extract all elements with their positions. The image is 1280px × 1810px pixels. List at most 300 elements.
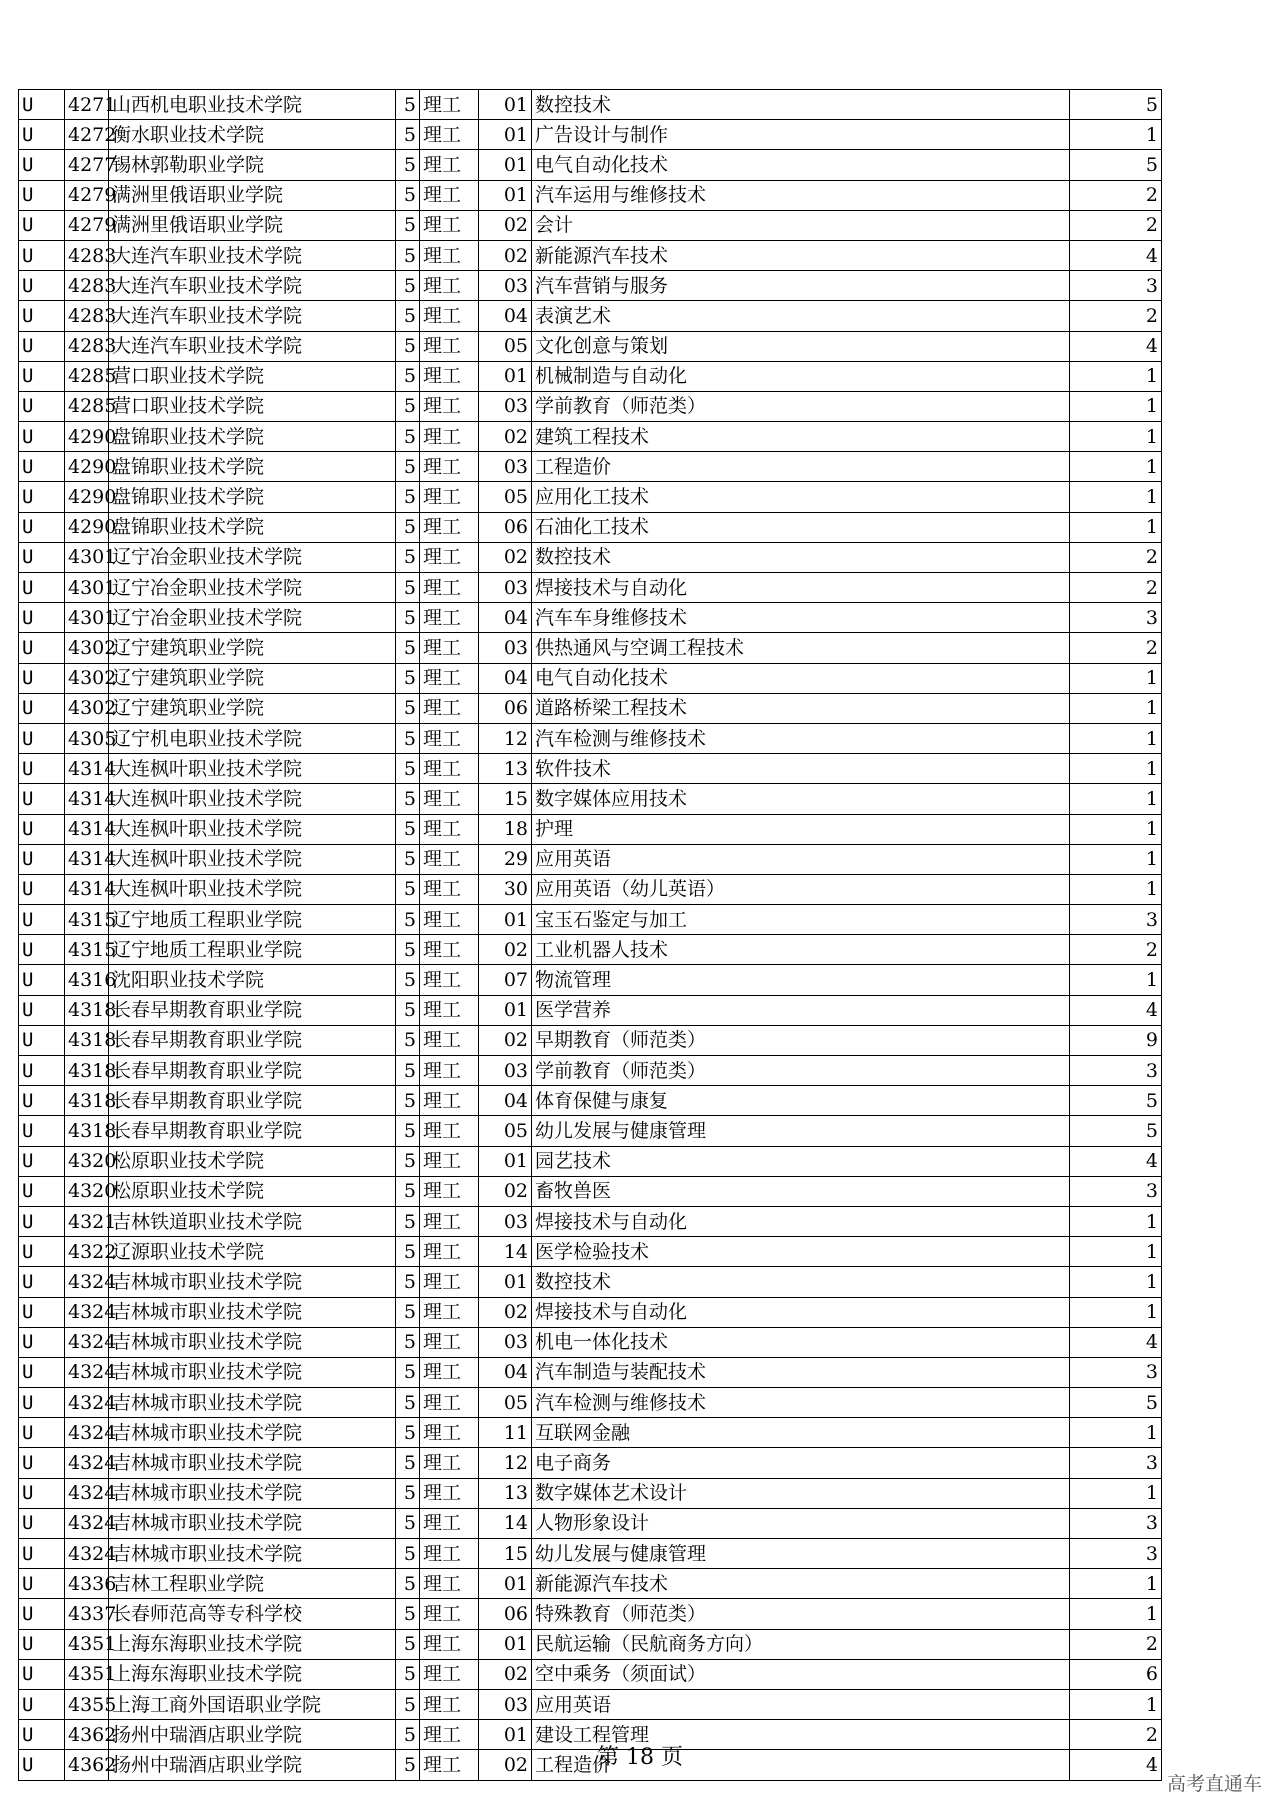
category-cell: 理工 [420, 1448, 479, 1478]
major-code-cell: 04 [479, 301, 532, 331]
category-cell: 理工 [420, 723, 479, 753]
category-cell: 理工 [420, 935, 479, 965]
major-name-cell: 畜牧兽医 [532, 1176, 1070, 1206]
category-cell: 理工 [420, 603, 479, 633]
plan-count-cell: 2 [1070, 1720, 1162, 1750]
category-cell: 理工 [420, 754, 479, 784]
table-row [19, 874, 1162, 904]
plan-count-cell: 2 [1070, 542, 1162, 572]
school-code-cell: 4283 [65, 240, 109, 270]
school-name-cell: 辽宁建筑职业学院 [109, 693, 396, 723]
table-row [19, 361, 1162, 391]
plan-count-cell: 3 [1070, 1056, 1162, 1086]
table-row [19, 693, 1162, 723]
school-name-cell: 长春早期教育职业学院 [109, 1116, 396, 1146]
major-code-cell: 01 [479, 1267, 532, 1297]
school-name-cell: 长春早期教育职业学院 [109, 1056, 396, 1086]
table-row [19, 1478, 1162, 1508]
major-code-cell: 02 [479, 1297, 532, 1327]
category-cell: 理工 [420, 1508, 479, 1538]
category-cell: 理工 [420, 905, 479, 935]
school-code-cell: 4314 [65, 844, 109, 874]
school-code-cell: 4314 [65, 784, 109, 814]
years-cell: 5 [396, 995, 420, 1025]
category-cell: 理工 [420, 1267, 479, 1297]
school-code-cell: 4318 [65, 1116, 109, 1146]
school-name-cell: 吉林城市职业技术学院 [109, 1448, 396, 1478]
school-code-cell: 4320 [65, 1176, 109, 1206]
years-cell: 5 [396, 1629, 420, 1659]
major-name-cell: 医学检验技术 [532, 1237, 1070, 1267]
plan-count-cell: 5 [1070, 1388, 1162, 1418]
category-cell: 理工 [420, 1327, 479, 1357]
school-code-cell: 4324 [65, 1478, 109, 1508]
school-code-cell: 4271 [65, 90, 109, 120]
school-name-cell: 大连枫叶职业技术学院 [109, 784, 396, 814]
major-code-cell: 05 [479, 331, 532, 361]
school-name-cell: 辽宁地质工程职业学院 [109, 905, 396, 935]
school-code-cell: 4324 [65, 1267, 109, 1297]
level-cell: U [19, 331, 65, 361]
table-row [19, 1388, 1162, 1418]
category-cell: 理工 [420, 1146, 479, 1176]
level-cell: U [19, 1297, 65, 1327]
plan-count-cell: 5 [1070, 90, 1162, 120]
major-name-cell: 汽车营销与服务 [532, 271, 1070, 301]
level-cell: U [19, 1689, 65, 1719]
major-code-cell: 02 [479, 422, 532, 452]
major-name-cell: 汽车制造与装配技术 [532, 1357, 1070, 1387]
level-cell: U [19, 452, 65, 482]
school-name-cell: 大连汽车职业技术学院 [109, 301, 396, 331]
category-cell: 理工 [420, 1750, 479, 1780]
school-code-cell: 4322 [65, 1237, 109, 1267]
plan-count-cell: 1 [1070, 1297, 1162, 1327]
years-cell: 5 [396, 874, 420, 904]
level-cell: U [19, 1146, 65, 1176]
major-code-cell: 07 [479, 965, 532, 995]
school-code-cell: 4324 [65, 1539, 109, 1569]
school-code-cell: 4301 [65, 603, 109, 633]
category-cell: 理工 [420, 1418, 479, 1448]
table-row [19, 905, 1162, 935]
school-code-cell: 4277 [65, 150, 109, 180]
years-cell: 5 [396, 1388, 420, 1418]
plan-count-cell: 2 [1070, 1629, 1162, 1659]
category-cell: 理工 [420, 391, 479, 421]
major-name-cell: 汽车检测与维修技术 [532, 1388, 1070, 1418]
major-code-cell: 13 [479, 754, 532, 784]
level-cell: U [19, 1629, 65, 1659]
school-name-cell: 吉林城市职业技术学院 [109, 1357, 396, 1387]
level-cell: U [19, 1750, 65, 1780]
plan-count-cell: 5 [1070, 1086, 1162, 1116]
major-code-cell: 01 [479, 361, 532, 391]
school-code-cell: 4318 [65, 995, 109, 1025]
years-cell: 5 [396, 1599, 420, 1629]
major-code-cell: 01 [479, 1146, 532, 1176]
school-name-cell: 长春早期教育职业学院 [109, 995, 396, 1025]
major-code-cell: 18 [479, 814, 532, 844]
table-row [19, 633, 1162, 663]
level-cell: U [19, 633, 65, 663]
plan-count-cell: 2 [1070, 633, 1162, 663]
major-code-cell: 14 [479, 1508, 532, 1538]
major-code-cell: 06 [479, 1599, 532, 1629]
table-row [19, 573, 1162, 603]
school-name-cell: 长春早期教育职业学院 [109, 1086, 396, 1116]
plan-count-cell: 1 [1070, 844, 1162, 874]
major-name-cell: 数字媒体艺术设计 [532, 1478, 1070, 1508]
category-cell: 理工 [420, 1056, 479, 1086]
major-code-cell: 12 [479, 723, 532, 753]
plan-count-cell: 1 [1070, 1569, 1162, 1599]
level-cell: U [19, 603, 65, 633]
major-name-cell: 会计 [532, 210, 1070, 240]
school-name-cell: 辽宁冶金职业技术学院 [109, 542, 396, 572]
plan-count-cell: 3 [1070, 1357, 1162, 1387]
major-code-cell: 30 [479, 874, 532, 904]
major-code-cell: 03 [479, 633, 532, 663]
major-name-cell: 机电一体化技术 [532, 1327, 1070, 1357]
major-code-cell: 05 [479, 482, 532, 512]
level-cell: U [19, 1176, 65, 1206]
school-code-cell: 4279 [65, 210, 109, 240]
years-cell: 5 [396, 1086, 420, 1116]
school-name-cell: 吉林城市职业技术学院 [109, 1388, 396, 1418]
plan-count-cell: 3 [1070, 1539, 1162, 1569]
years-cell: 5 [396, 663, 420, 693]
school-code-cell: 4324 [65, 1508, 109, 1538]
level-cell: U [19, 1448, 65, 1478]
plan-count-cell: 4 [1070, 1327, 1162, 1357]
plan-count-cell: 6 [1070, 1659, 1162, 1689]
major-name-cell: 数控技术 [532, 542, 1070, 572]
major-name-cell: 应用英语 [532, 844, 1070, 874]
category-cell: 理工 [420, 1629, 479, 1659]
level-cell: U [19, 1357, 65, 1387]
table-row [19, 935, 1162, 965]
level-cell: U [19, 1267, 65, 1297]
school-code-cell: 4305 [65, 723, 109, 753]
school-code-cell: 4272 [65, 120, 109, 150]
school-code-cell: 4302 [65, 693, 109, 723]
years-cell: 5 [396, 844, 420, 874]
major-name-cell: 电气自动化技术 [532, 150, 1070, 180]
page-number: 第 18 页 [597, 1745, 683, 1770]
major-code-cell: 03 [479, 391, 532, 421]
table-row [19, 1599, 1162, 1629]
school-name-cell: 衡水职业技术学院 [109, 120, 396, 150]
school-code-cell: 4355 [65, 1689, 109, 1719]
major-code-cell: 01 [479, 150, 532, 180]
table-row [19, 512, 1162, 542]
school-code-cell: 4324 [65, 1448, 109, 1478]
major-code-cell: 02 [479, 240, 532, 270]
school-name-cell: 沈阳职业技术学院 [109, 965, 396, 995]
years-cell: 5 [396, 1056, 420, 1086]
major-code-cell: 15 [479, 1539, 532, 1569]
major-code-cell: 03 [479, 1056, 532, 1086]
school-code-cell: 4336 [65, 1569, 109, 1599]
plan-count-cell: 1 [1070, 120, 1162, 150]
table-row [19, 452, 1162, 482]
major-name-cell: 石油化工技术 [532, 512, 1070, 542]
years-cell: 5 [396, 1206, 420, 1236]
category-cell: 理工 [420, 1297, 479, 1327]
major-code-cell: 11 [479, 1418, 532, 1448]
school-name-cell: 山西机电职业技术学院 [109, 90, 396, 120]
plan-count-cell: 4 [1070, 331, 1162, 361]
major-name-cell: 汽车检测与维修技术 [532, 723, 1070, 753]
level-cell: U [19, 180, 65, 210]
table-row [19, 120, 1162, 150]
major-code-cell: 03 [479, 1689, 532, 1719]
years-cell: 5 [396, 1478, 420, 1508]
years-cell: 5 [396, 1146, 420, 1176]
table-row [19, 482, 1162, 512]
plan-count-cell: 2 [1070, 210, 1162, 240]
school-code-cell: 4290 [65, 452, 109, 482]
school-code-cell: 4316 [65, 965, 109, 995]
table-row [19, 331, 1162, 361]
plan-count-cell: 1 [1070, 361, 1162, 391]
major-name-cell: 数控技术 [532, 1267, 1070, 1297]
school-name-cell: 吉林城市职业技术学院 [109, 1327, 396, 1357]
major-code-cell: 01 [479, 90, 532, 120]
major-name-cell: 学前教育（师范类） [532, 391, 1070, 421]
plan-count-cell: 9 [1070, 1025, 1162, 1055]
school-code-cell: 4302 [65, 633, 109, 663]
major-name-cell: 工程造价 [532, 452, 1070, 482]
category-cell: 理工 [420, 874, 479, 904]
level-cell: U [19, 271, 65, 301]
major-code-cell: 02 [479, 935, 532, 965]
school-code-cell: 4318 [65, 1086, 109, 1116]
table-row [19, 422, 1162, 452]
plan-count-cell: 3 [1070, 905, 1162, 935]
school-name-cell: 满洲里俄语职业学院 [109, 210, 396, 240]
years-cell: 5 [396, 150, 420, 180]
school-code-cell: 4314 [65, 754, 109, 784]
years-cell: 5 [396, 1267, 420, 1297]
school-name-cell: 大连汽车职业技术学院 [109, 271, 396, 301]
major-code-cell: 02 [479, 542, 532, 572]
major-name-cell: 幼儿发展与健康管理 [532, 1116, 1070, 1146]
school-code-cell: 4324 [65, 1388, 109, 1418]
level-cell: U [19, 1659, 65, 1689]
major-name-cell: 民航运输（民航商务方向） [532, 1629, 1070, 1659]
school-code-cell: 4320 [65, 1146, 109, 1176]
level-cell: U [19, 512, 65, 542]
plan-count-cell: 1 [1070, 1599, 1162, 1629]
table-row [19, 1025, 1162, 1055]
years-cell: 5 [396, 90, 420, 120]
plan-count-cell: 1 [1070, 814, 1162, 844]
table-row [19, 754, 1162, 784]
plan-count-cell: 1 [1070, 422, 1162, 452]
category-cell: 理工 [420, 663, 479, 693]
category-cell: 理工 [420, 120, 479, 150]
plan-count-cell: 4 [1070, 1750, 1162, 1780]
major-code-cell: 29 [479, 844, 532, 874]
table-row [19, 1327, 1162, 1357]
level-cell: U [19, 1056, 65, 1086]
years-cell: 5 [396, 210, 420, 240]
major-name-cell: 汽车运用与维修技术 [532, 180, 1070, 210]
school-name-cell: 辽宁机电职业技术学院 [109, 723, 396, 753]
school-name-cell: 大连枫叶职业技术学院 [109, 844, 396, 874]
level-cell: U [19, 391, 65, 421]
level-cell: U [19, 905, 65, 935]
major-name-cell: 供热通风与空调工程技术 [532, 633, 1070, 663]
level-cell: U [19, 995, 65, 1025]
school-code-cell: 4301 [65, 542, 109, 572]
major-code-cell: 01 [479, 905, 532, 935]
table-row [19, 663, 1162, 693]
level-cell: U [19, 1327, 65, 1357]
level-cell: U [19, 965, 65, 995]
major-name-cell: 宝玉石鉴定与加工 [532, 905, 1070, 935]
table-row [19, 210, 1162, 240]
plan-count-cell: 5 [1070, 150, 1162, 180]
table-row [19, 301, 1162, 331]
plan-count-cell: 1 [1070, 1689, 1162, 1719]
table-row [19, 1418, 1162, 1448]
plan-count-cell: 2 [1070, 180, 1162, 210]
table-row [19, 1116, 1162, 1146]
plan-count-cell: 1 [1070, 391, 1162, 421]
major-name-cell: 数字媒体应用技术 [532, 784, 1070, 814]
school-code-cell: 4324 [65, 1297, 109, 1327]
level-cell: U [19, 240, 65, 270]
years-cell: 5 [396, 422, 420, 452]
major-code-cell: 01 [479, 180, 532, 210]
major-name-cell: 电气自动化技术 [532, 663, 1070, 693]
school-code-cell: 4362 [65, 1750, 109, 1780]
years-cell: 5 [396, 391, 420, 421]
school-code-cell: 4283 [65, 271, 109, 301]
school-code-cell: 4318 [65, 1056, 109, 1086]
school-name-cell: 吉林城市职业技术学院 [109, 1297, 396, 1327]
years-cell: 5 [396, 693, 420, 723]
level-cell: U [19, 150, 65, 180]
years-cell: 5 [396, 240, 420, 270]
table-row [19, 180, 1162, 210]
table-row [19, 1448, 1162, 1478]
admission-plan-table [18, 89, 1162, 1781]
school-name-cell: 吉林城市职业技术学院 [109, 1539, 396, 1569]
table-row [19, 1689, 1162, 1719]
table-row [19, 1267, 1162, 1297]
level-cell: U [19, 1206, 65, 1236]
level-cell: U [19, 1720, 65, 1750]
category-cell: 理工 [420, 482, 479, 512]
table-row [19, 784, 1162, 814]
table-row [19, 1206, 1162, 1236]
plan-count-cell: 1 [1070, 965, 1162, 995]
level-cell: U [19, 1025, 65, 1055]
major-name-cell: 互联网金融 [532, 1418, 1070, 1448]
school-code-cell: 4283 [65, 331, 109, 361]
category-cell: 理工 [420, 633, 479, 663]
major-name-cell: 特殊教育（师范类） [532, 1599, 1070, 1629]
level-cell: U [19, 1086, 65, 1116]
major-name-cell: 幼儿发展与健康管理 [532, 1539, 1070, 1569]
school-name-cell: 辽宁建筑职业学院 [109, 633, 396, 663]
major-name-cell: 广告设计与制作 [532, 120, 1070, 150]
category-cell: 理工 [420, 361, 479, 391]
category-cell: 理工 [420, 1086, 479, 1116]
school-code-cell: 4302 [65, 663, 109, 693]
major-code-cell: 01 [479, 995, 532, 1025]
table-row [19, 1086, 1162, 1116]
table-row [19, 723, 1162, 753]
major-code-cell: 04 [479, 663, 532, 693]
category-cell: 理工 [420, 1539, 479, 1569]
school-name-cell: 辽宁地质工程职业学院 [109, 935, 396, 965]
plan-count-cell: 2 [1070, 301, 1162, 331]
level-cell: U [19, 1388, 65, 1418]
major-code-cell: 06 [479, 693, 532, 723]
category-cell: 理工 [420, 1357, 479, 1387]
plan-count-cell: 1 [1070, 754, 1162, 784]
table-row [19, 995, 1162, 1025]
major-name-cell: 建设工程管理 [532, 1720, 1070, 1750]
plan-count-cell: 1 [1070, 1418, 1162, 1448]
years-cell: 5 [396, 1569, 420, 1599]
plan-count-cell: 3 [1070, 1448, 1162, 1478]
major-name-cell: 建筑工程技术 [532, 422, 1070, 452]
category-cell: 理工 [420, 301, 479, 331]
category-cell: 理工 [420, 1599, 479, 1629]
school-code-cell: 4351 [65, 1659, 109, 1689]
years-cell: 5 [396, 1539, 420, 1569]
category-cell: 理工 [420, 512, 479, 542]
plan-count-cell: 3 [1070, 603, 1162, 633]
major-name-cell: 新能源汽车技术 [532, 1569, 1070, 1599]
category-cell: 理工 [420, 1116, 479, 1146]
school-name-cell: 大连枫叶职业技术学院 [109, 814, 396, 844]
major-code-cell: 01 [479, 1629, 532, 1659]
school-name-cell: 长春师范高等专科学校 [109, 1599, 396, 1629]
level-cell: U [19, 693, 65, 723]
major-code-cell: 01 [479, 1720, 532, 1750]
major-name-cell: 护理 [532, 814, 1070, 844]
level-cell: U [19, 1539, 65, 1569]
major-name-cell: 表演艺术 [532, 301, 1070, 331]
school-name-cell: 上海东海职业技术学院 [109, 1629, 396, 1659]
major-code-cell: 02 [479, 1750, 532, 1780]
level-cell: U [19, 422, 65, 452]
school-name-cell: 辽宁冶金职业技术学院 [109, 573, 396, 603]
category-cell: 理工 [420, 1176, 479, 1206]
category-cell: 理工 [420, 784, 479, 814]
school-code-cell: 4318 [65, 1025, 109, 1055]
years-cell: 5 [396, 1327, 420, 1357]
years-cell: 5 [396, 1689, 420, 1719]
category-cell: 理工 [420, 271, 479, 301]
category-cell: 理工 [420, 452, 479, 482]
category-cell: 理工 [420, 1388, 479, 1418]
school-name-cell: 松原职业技术学院 [109, 1146, 396, 1176]
table-row [19, 1146, 1162, 1176]
major-name-cell: 文化创意与策划 [532, 331, 1070, 361]
category-cell: 理工 [420, 331, 479, 361]
plan-count-cell: 1 [1070, 874, 1162, 904]
table-row [19, 603, 1162, 633]
years-cell: 5 [396, 1418, 420, 1448]
